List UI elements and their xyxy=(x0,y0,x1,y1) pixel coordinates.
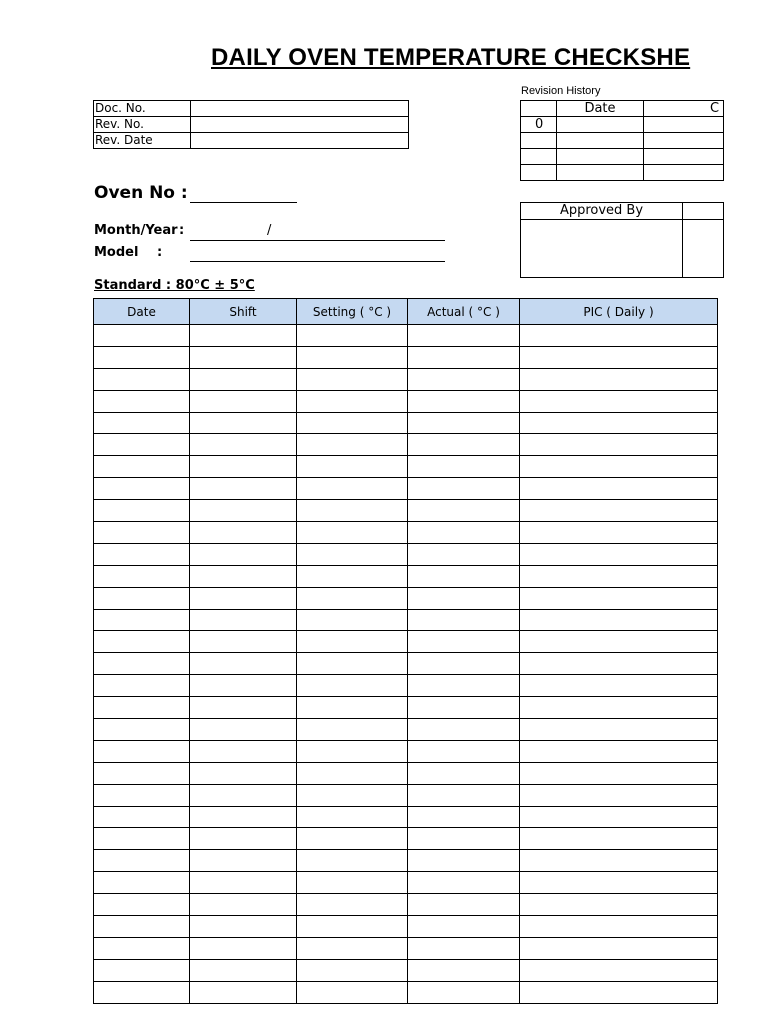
date-cell[interactable] xyxy=(94,434,190,456)
date-cell[interactable] xyxy=(94,653,190,675)
pic-cell[interactable] xyxy=(520,916,718,938)
table-row xyxy=(94,565,718,587)
setting-cell[interactable] xyxy=(297,806,408,828)
approval-second-signature-cell[interactable] xyxy=(683,220,724,278)
date-cell[interactable] xyxy=(94,346,190,368)
setting-cell[interactable] xyxy=(297,412,408,434)
table-row xyxy=(94,719,718,741)
revision-header-row xyxy=(521,101,724,117)
table-row xyxy=(94,981,718,1003)
log-header-row xyxy=(94,299,718,325)
doc-no-label: Doc. No. xyxy=(94,101,191,117)
revision-row xyxy=(521,117,724,133)
date-cell[interactable] xyxy=(94,675,190,697)
revision-date-cell[interactable] xyxy=(557,149,644,165)
setting-cell[interactable] xyxy=(297,434,408,456)
doc-no-row xyxy=(94,101,409,117)
shift-cell[interactable] xyxy=(190,806,297,828)
setting-cell[interactable] xyxy=(297,653,408,675)
pic-cell[interactable] xyxy=(520,543,718,565)
actual-cell[interactable] xyxy=(408,719,520,741)
oven-no-field[interactable] xyxy=(190,202,297,203)
setting-cell[interactable] xyxy=(297,697,408,719)
shift-cell[interactable] xyxy=(190,434,297,456)
setting-cell[interactable] xyxy=(297,937,408,959)
month-year-label: Month/Year xyxy=(94,223,178,238)
date-cell[interactable] xyxy=(94,543,190,565)
date-cell[interactable] xyxy=(94,828,190,850)
shift-cell[interactable] xyxy=(190,390,297,412)
table-row xyxy=(94,346,718,368)
approval-signature-row xyxy=(521,220,724,278)
date-cell[interactable] xyxy=(94,959,190,981)
table-row xyxy=(94,937,718,959)
temperature-standard: Standard : 80°C ± 5°C xyxy=(94,278,255,293)
actual-cell[interactable] xyxy=(408,937,520,959)
model-field[interactable] xyxy=(190,261,445,262)
revision-row xyxy=(521,149,724,165)
revision-number-cell[interactable] xyxy=(521,149,557,165)
revision-content-cell[interactable] xyxy=(644,165,724,181)
date-cell[interactable] xyxy=(94,916,190,938)
shift-cell[interactable] xyxy=(190,412,297,434)
actual-cell[interactable] xyxy=(408,631,520,653)
table-row xyxy=(94,500,718,522)
date-cell[interactable] xyxy=(94,390,190,412)
setting-cell[interactable] xyxy=(297,587,408,609)
pic-cell[interactable] xyxy=(520,522,718,544)
table-row xyxy=(94,587,718,609)
setting-cell[interactable] xyxy=(297,740,408,762)
date-cell[interactable] xyxy=(94,565,190,587)
date-cell[interactable] xyxy=(94,784,190,806)
setting-cell[interactable] xyxy=(297,784,408,806)
pic-cell[interactable] xyxy=(520,894,718,916)
table-row xyxy=(94,325,718,347)
actual-cell[interactable] xyxy=(408,543,520,565)
shift-cell[interactable] xyxy=(190,697,297,719)
actual-cell[interactable] xyxy=(408,609,520,631)
shift-cell[interactable] xyxy=(190,850,297,872)
revision-date-cell[interactable] xyxy=(557,165,644,181)
shift-cell[interactable] xyxy=(190,762,297,784)
table-row xyxy=(94,478,718,500)
date-cell[interactable] xyxy=(94,500,190,522)
setting-cell[interactable] xyxy=(297,828,408,850)
pic-cell[interactable] xyxy=(520,478,718,500)
shift-cell[interactable] xyxy=(190,587,297,609)
approved-by-header: Approved By xyxy=(521,203,683,220)
actual-cell[interactable] xyxy=(408,390,520,412)
setting-cell[interactable] xyxy=(297,390,408,412)
pic-cell[interactable] xyxy=(520,740,718,762)
actual-cell[interactable] xyxy=(408,850,520,872)
setting-cell[interactable] xyxy=(297,872,408,894)
header-pic: PIC ( Daily ) xyxy=(520,299,718,325)
setting-cell[interactable] xyxy=(297,981,408,1003)
date-cell[interactable] xyxy=(94,894,190,916)
table-row xyxy=(94,434,718,456)
revision-content-cell[interactable] xyxy=(644,117,724,133)
pic-cell[interactable] xyxy=(520,434,718,456)
date-cell[interactable] xyxy=(94,478,190,500)
shift-cell[interactable] xyxy=(190,653,297,675)
pic-cell[interactable] xyxy=(520,609,718,631)
actual-cell[interactable] xyxy=(408,587,520,609)
actual-cell[interactable] xyxy=(408,959,520,981)
setting-cell[interactable] xyxy=(297,850,408,872)
pic-cell[interactable] xyxy=(520,653,718,675)
setting-cell[interactable] xyxy=(297,959,408,981)
setting-cell[interactable] xyxy=(297,631,408,653)
date-cell[interactable] xyxy=(94,609,190,631)
doc-no-value[interactable] xyxy=(191,101,409,117)
rev-date-label: Rev. Date xyxy=(94,133,191,149)
table-row xyxy=(94,850,718,872)
pic-cell[interactable] xyxy=(520,587,718,609)
shift-cell[interactable] xyxy=(190,368,297,390)
setting-cell[interactable] xyxy=(297,675,408,697)
shift-cell[interactable] xyxy=(190,522,297,544)
actual-cell[interactable] xyxy=(408,981,520,1003)
revision-number-cell[interactable] xyxy=(521,133,557,149)
rev-no-row xyxy=(94,117,409,133)
date-cell[interactable] xyxy=(94,762,190,784)
shift-cell[interactable] xyxy=(190,828,297,850)
page-title: DAILY OVEN TEMPERATURE CHECKSHE xyxy=(211,44,691,71)
pic-cell[interactable] xyxy=(520,719,718,741)
date-cell[interactable] xyxy=(94,981,190,1003)
shift-cell[interactable] xyxy=(190,478,297,500)
revision-content-cell[interactable] xyxy=(644,149,724,165)
date-cell[interactable] xyxy=(94,872,190,894)
pic-cell[interactable] xyxy=(520,675,718,697)
approval-second-header xyxy=(683,203,724,220)
table-row xyxy=(94,762,718,784)
table-row xyxy=(94,916,718,938)
date-cell[interactable] xyxy=(94,412,190,434)
table-row xyxy=(94,390,718,412)
table-row xyxy=(94,631,718,653)
revision-row xyxy=(521,133,724,149)
date-cell[interactable] xyxy=(94,325,190,347)
shift-cell[interactable] xyxy=(190,631,297,653)
pic-cell[interactable] xyxy=(520,828,718,850)
revision-row xyxy=(521,165,724,181)
pic-cell[interactable] xyxy=(520,697,718,719)
pic-cell[interactable] xyxy=(520,412,718,434)
month-year-separator: / xyxy=(267,223,272,238)
actual-cell[interactable] xyxy=(408,675,520,697)
shift-cell[interactable] xyxy=(190,609,297,631)
setting-cell[interactable] xyxy=(297,346,408,368)
date-cell[interactable] xyxy=(94,740,190,762)
revision-header-date: Date xyxy=(557,101,644,117)
table-row xyxy=(94,412,718,434)
actual-cell[interactable] xyxy=(408,828,520,850)
pic-cell[interactable] xyxy=(520,762,718,784)
table-row xyxy=(94,784,718,806)
actual-cell[interactable] xyxy=(408,412,520,434)
pic-cell[interactable] xyxy=(520,346,718,368)
table-row xyxy=(94,675,718,697)
date-cell[interactable] xyxy=(94,719,190,741)
setting-cell[interactable] xyxy=(297,500,408,522)
pic-cell[interactable] xyxy=(520,456,718,478)
actual-cell[interactable] xyxy=(408,565,520,587)
approved-by-signature-cell[interactable] xyxy=(521,220,683,278)
setting-cell[interactable] xyxy=(297,565,408,587)
log-body xyxy=(94,325,718,1004)
shift-cell[interactable] xyxy=(190,981,297,1003)
date-cell[interactable] xyxy=(94,631,190,653)
date-cell[interactable] xyxy=(94,850,190,872)
pic-cell[interactable] xyxy=(520,325,718,347)
actual-cell[interactable] xyxy=(408,434,520,456)
pic-cell[interactable] xyxy=(520,784,718,806)
setting-cell[interactable] xyxy=(297,543,408,565)
pic-cell[interactable] xyxy=(520,850,718,872)
header-actual: Actual ( °C ) xyxy=(408,299,520,325)
setting-cell[interactable] xyxy=(297,894,408,916)
approval-header-row xyxy=(521,203,724,220)
model-colon: : xyxy=(157,245,163,260)
shift-cell[interactable] xyxy=(190,959,297,981)
table-row xyxy=(94,543,718,565)
actual-cell[interactable] xyxy=(408,653,520,675)
approval-table xyxy=(520,202,724,278)
shift-cell[interactable] xyxy=(190,565,297,587)
shift-cell[interactable] xyxy=(190,543,297,565)
table-row xyxy=(94,740,718,762)
setting-cell[interactable] xyxy=(297,762,408,784)
actual-cell[interactable] xyxy=(408,325,520,347)
setting-cell[interactable] xyxy=(297,325,408,347)
actual-cell[interactable] xyxy=(408,500,520,522)
actual-cell[interactable] xyxy=(408,916,520,938)
pic-cell[interactable] xyxy=(520,981,718,1003)
actual-cell[interactable] xyxy=(408,368,520,390)
month-year-field[interactable] xyxy=(190,240,445,241)
date-cell[interactable] xyxy=(94,587,190,609)
model-label: Model xyxy=(94,245,139,260)
revision-content-cell[interactable] xyxy=(644,133,724,149)
shift-cell[interactable] xyxy=(190,937,297,959)
pic-cell[interactable] xyxy=(520,872,718,894)
rev-no-label: Rev. No. xyxy=(94,117,191,133)
table-row xyxy=(94,828,718,850)
shift-cell[interactable] xyxy=(190,500,297,522)
actual-cell[interactable] xyxy=(408,522,520,544)
setting-cell[interactable] xyxy=(297,456,408,478)
shift-cell[interactable] xyxy=(190,675,297,697)
actual-cell[interactable] xyxy=(408,894,520,916)
setting-cell[interactable] xyxy=(297,522,408,544)
revision-header-rev xyxy=(521,101,557,117)
rev-date-value[interactable] xyxy=(191,133,409,149)
shift-cell[interactable] xyxy=(190,346,297,368)
table-row xyxy=(94,959,718,981)
revision-date-cell[interactable] xyxy=(557,133,644,149)
pic-cell[interactable] xyxy=(520,937,718,959)
pic-cell[interactable] xyxy=(520,631,718,653)
shift-cell[interactable] xyxy=(190,325,297,347)
table-row xyxy=(94,872,718,894)
table-row xyxy=(94,368,718,390)
pic-cell[interactable] xyxy=(520,565,718,587)
actual-cell[interactable] xyxy=(408,456,520,478)
date-cell[interactable] xyxy=(94,456,190,478)
revision-header-content: C xyxy=(644,101,724,117)
shift-cell[interactable] xyxy=(190,916,297,938)
shift-cell[interactable] xyxy=(190,784,297,806)
table-row xyxy=(94,456,718,478)
rev-date-row xyxy=(94,133,409,149)
shift-cell[interactable] xyxy=(190,894,297,916)
rev-no-value[interactable] xyxy=(191,117,409,133)
date-cell[interactable] xyxy=(94,522,190,544)
pic-cell[interactable] xyxy=(520,806,718,828)
actual-cell[interactable] xyxy=(408,762,520,784)
table-row xyxy=(94,653,718,675)
header-date: Date xyxy=(94,299,190,325)
shift-cell[interactable] xyxy=(190,719,297,741)
setting-cell[interactable] xyxy=(297,719,408,741)
month-year-colon: : xyxy=(179,223,185,238)
actual-cell[interactable] xyxy=(408,346,520,368)
actual-cell[interactable] xyxy=(408,478,520,500)
date-cell[interactable] xyxy=(94,937,190,959)
setting-cell[interactable] xyxy=(297,368,408,390)
header-setting: Setting ( °C ) xyxy=(297,299,408,325)
setting-cell[interactable] xyxy=(297,609,408,631)
setting-cell[interactable] xyxy=(297,478,408,500)
pic-cell[interactable] xyxy=(520,500,718,522)
revision-number-cell[interactable] xyxy=(521,165,557,181)
table-row xyxy=(94,894,718,916)
table-row xyxy=(94,609,718,631)
actual-cell[interactable] xyxy=(408,872,520,894)
setting-cell[interactable] xyxy=(297,916,408,938)
pic-cell[interactable] xyxy=(520,959,718,981)
shift-cell[interactable] xyxy=(190,456,297,478)
table-row xyxy=(94,806,718,828)
actual-cell[interactable] xyxy=(408,784,520,806)
temperature-log-table xyxy=(93,298,718,1004)
date-cell[interactable] xyxy=(94,697,190,719)
table-row xyxy=(94,522,718,544)
date-cell[interactable] xyxy=(94,368,190,390)
revision-history-table xyxy=(520,100,724,181)
oven-no-label: Oven No : xyxy=(94,183,188,203)
header-shift: Shift xyxy=(190,299,297,325)
revision-date-cell[interactable] xyxy=(557,117,644,133)
revision-number: 0 xyxy=(521,117,557,133)
actual-cell[interactable] xyxy=(408,806,520,828)
actual-cell[interactable] xyxy=(408,697,520,719)
revision-history-label: Revision History xyxy=(521,85,601,97)
document-info-table xyxy=(93,100,409,149)
shift-cell[interactable] xyxy=(190,740,297,762)
table-row xyxy=(94,697,718,719)
pic-cell[interactable] xyxy=(520,368,718,390)
actual-cell[interactable] xyxy=(408,740,520,762)
date-cell[interactable] xyxy=(94,806,190,828)
pic-cell[interactable] xyxy=(520,390,718,412)
shift-cell[interactable] xyxy=(190,872,297,894)
